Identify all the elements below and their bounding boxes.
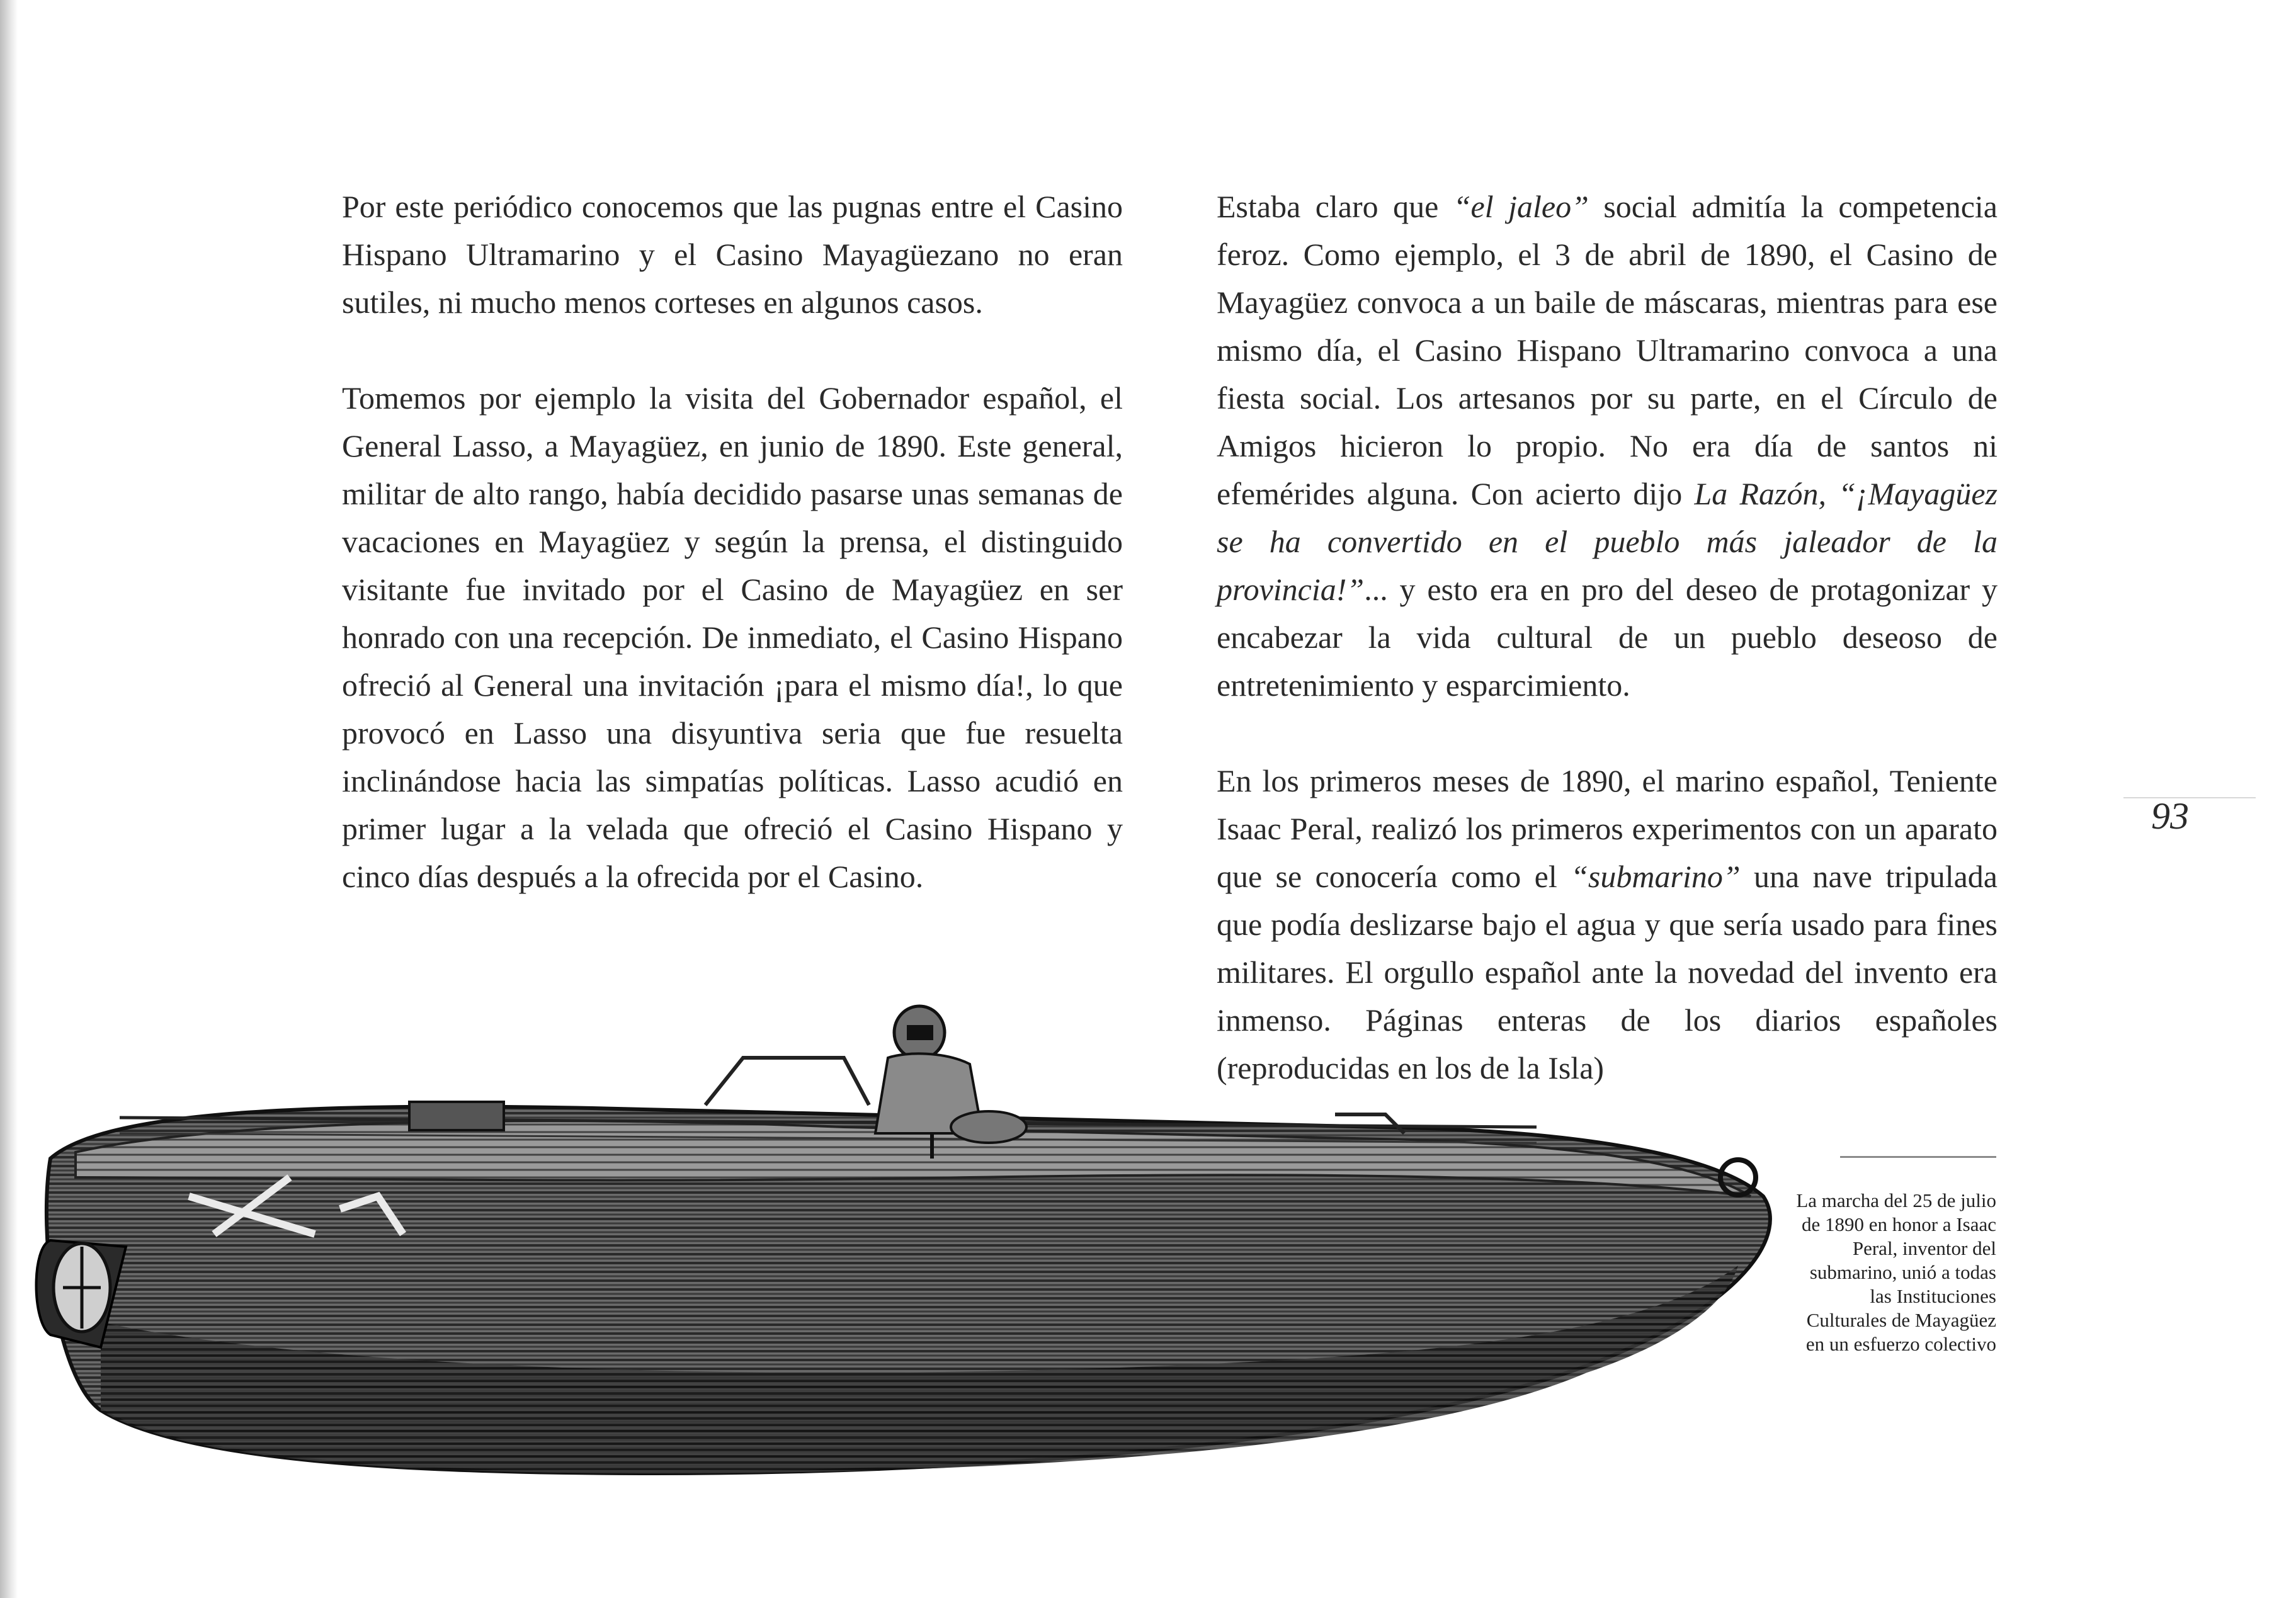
hatch-cover [409, 1102, 504, 1130]
quote-submarino: “submarino” [1571, 859, 1741, 894]
page-number: 93 [2151, 795, 2189, 837]
paragraph-casino-rivalry: Por este periódico conocemos que las pugnas entre el Casino Hispano Ultramarino y el Casino Mayagüezano no eran sutiles, ni mucho menos corteses en algunos casos. [342, 189, 1123, 320]
quote-el-jaleo: “el jaleo” [1453, 189, 1589, 224]
right-text-column [1217, 183, 1998, 1092]
text-segment: En los primeros meses de 1890, el marino español, Teniente Isaac Peral, realizó los primeros experimentos con un aparato que se conocería como el [1217, 763, 1998, 894]
illustration-caption: La marcha del 25 de julio de 1890 en honor a Isaac Peral, inventor del submarino, unió a todas las Instituciones Culturales de Mayagüez en un esfuerzo colectivo [1796, 1189, 1996, 1355]
caption-rule [1840, 1156, 1996, 1158]
text-segment: ... y esto era en pro del deseo de protagonizar y encabezar la vida cultural de un pueblo deseoso de entretenimiento y esparcimiento. [1217, 572, 1998, 703]
quote-la-razon: La Razón, “¡Mayagüez se ha convertido en el pueblo más jaleador de la provincia!” [1217, 476, 1998, 607]
paragraph-el-jaleo [1217, 183, 1998, 709]
text-segment: una nave tripulada que podía deslizarse bajo el agua y que sería usado para fines militares. El orgullo español ante la novedad del invento era inmenso. Páginas enteras de los diarios españoles (reproducidas en los de la Isla) [1217, 859, 1998, 1085]
left-text-column [342, 183, 1123, 900]
text-segment: Estaba claro que [1217, 189, 1453, 224]
text-segment: social admitía la competencia feroz. Como ejemplo, el 3 de abril de 1890, el Casino de Mayagüez convoca a un baile de máscaras, mientras para ese mismo día, el Casino Hispano Ultramarino convoca a una fiesta social. Los artesanos por su parte, en el Círculo de Amigos hicieron lo propio. No era día de santos ni efemérides alguna. Con acierto dijo [1217, 189, 1998, 511]
submarine-engraving [25, 970, 1839, 1536]
paragraph-general-lasso-visit: Tomemos por ejemplo la visita del Gobernador español, el General Lasso, a Mayagüez, en junio de 1890. Este general, militar de alto rango, había decidido pasarse unas semanas de vacaciones en Mayagüez y según la prensa, el distinguido visitante fue invitado por el Casino de Mayagüez en ser honrado con una recepción. De inmediato, el Casino Hispano ofreció al General una invitación ¡para el mismo día!, lo que provocó en Lasso una disyuntiva seria que fue resuelta inclinándose hacia las simpatías políticas. Lasso acudió en primer lugar a la velada que ofreció el Casino Hispano y cinco días después a la ofrecida por el Casino. [342, 380, 1123, 894]
tower-rails [705, 1058, 869, 1105]
page-binding-edge [0, 0, 18, 1598]
